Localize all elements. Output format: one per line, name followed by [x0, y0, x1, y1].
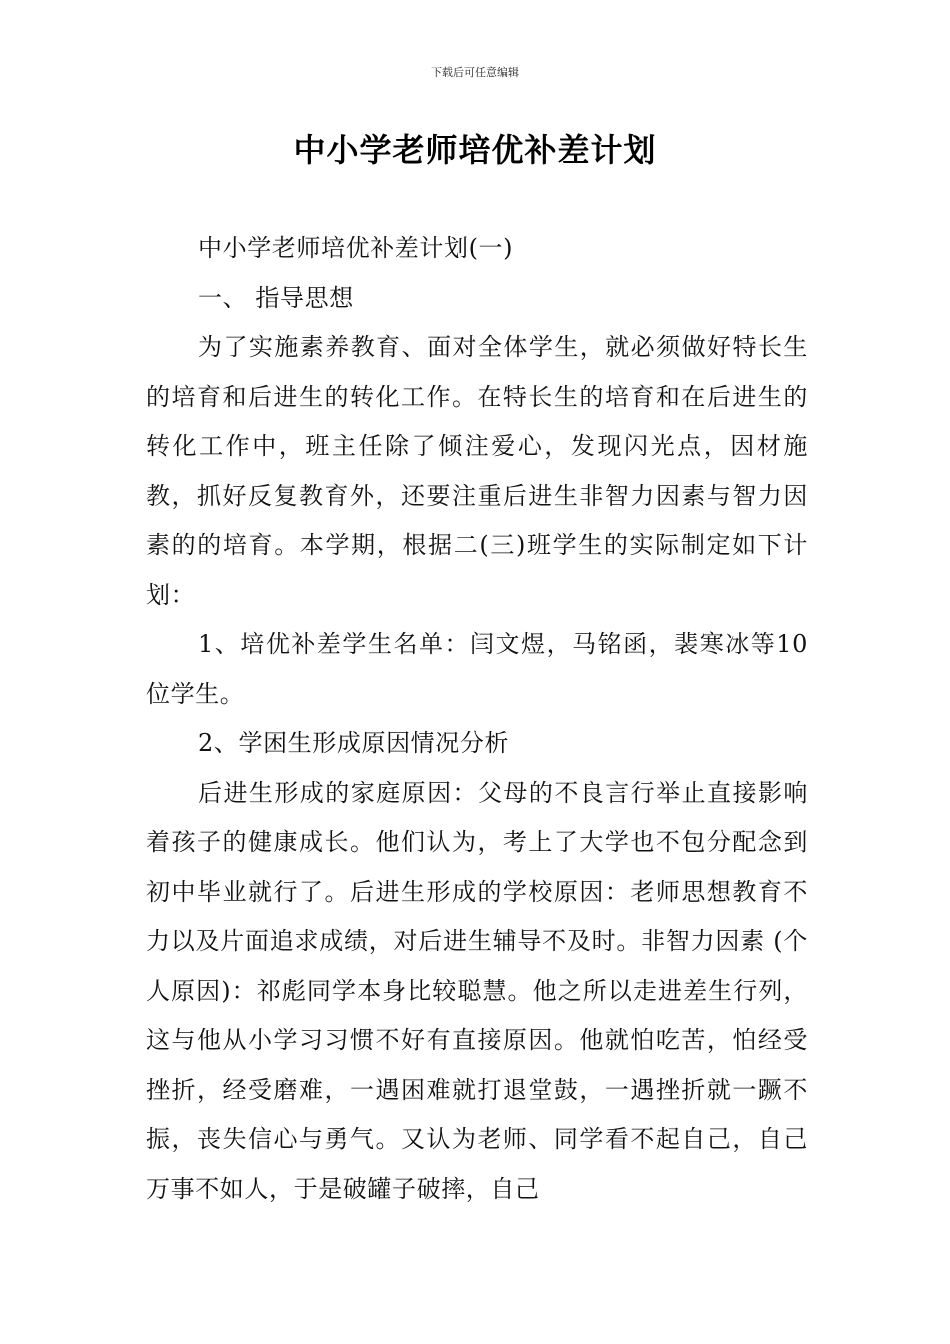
header-note: 下载后可任意编辑: [431, 66, 519, 79]
document-body: [146, 224, 808, 1214]
paragraph-student-list: 1、培优补差学生名单：闫文煜，马铭函，裴寒冰等10位学生。: [146, 630, 808, 708]
paragraph-intro: 为了实施素养教育、面对全体学生，就必须做好特长生的培育和后进生的转化工作。在特长生的培育和在后进生的转化工作中，班主任除了倾注爱心，发现闪光点，因材施教，抓好反复教育外，还要注重后进生非智力因素与智力因素的的培育。本学期，根据二(三)班学生的实际制定如下计划：: [146, 333, 808, 609]
section-heading-cause-analysis: 2、学困生形成原因情况分析: [198, 729, 510, 757]
document-title: 中小学老师培优补差计划: [293, 131, 657, 169]
paragraph-cause-analysis: 后进生形成的家庭原因：父母的不良言行举止直接影响着孩子的健康成长。他们认为，考上了大学也不包分配念到初中毕业就行了。后进生形成的学校原因：老师思想教育不力以及片面追求成绩，对后进生辅导不及时。非智力因素 (个人原因)：祁彪同学本身比较聪慧。他之所以走进差生行列，这与他从小学习习惯不好有直接原因。他就怕吃苦，怕经受挫折，经受磨难，一遇困难就打退堂鼓，一遇挫折就一蹶不振，丧失信心与勇气。又认为老师、同学看不起自己，自己万事不如人，于是破罐子破摔，自己: [146, 778, 808, 1203]
section-subtitle: 中小学老师培优补差计划(一): [198, 234, 514, 262]
section-heading-guiding-thought: 一、 指导思想: [198, 283, 354, 312]
